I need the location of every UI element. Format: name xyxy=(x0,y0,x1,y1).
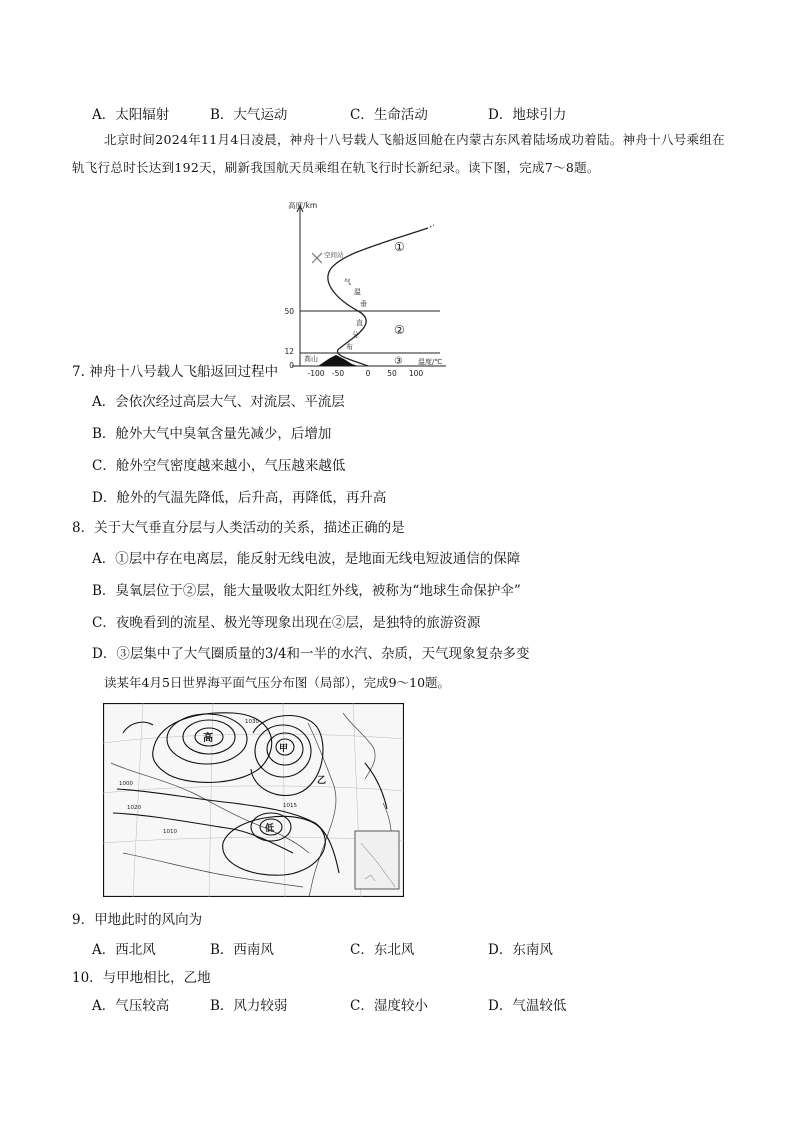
y-tick-12: 12 xyxy=(284,347,294,356)
pressure-map-figure xyxy=(103,703,404,897)
mountain-label: 高山 xyxy=(304,355,318,363)
isobar-label-1000: 1000 xyxy=(119,781,133,787)
q10-option-c: C．湿度较小 xyxy=(350,998,428,1014)
q8-option-b: B．臭氧层位于②层，能大量吸收太阳红外线，被称为“地球生命保护伞” xyxy=(92,583,521,599)
q6-option-d: D．地球引力 xyxy=(488,107,567,123)
q9-stem: 9．甲地此时的风向为 xyxy=(72,912,203,928)
x-tick-100: 100 xyxy=(408,369,424,376)
x-tick--50: -50 xyxy=(331,369,345,376)
q10-option-a: A．气压较高 xyxy=(92,998,170,1014)
q7-option-c: C．舱外空气密度越来越小，气压越来越低 xyxy=(92,458,346,474)
space-station-icon xyxy=(312,253,322,263)
q8-option-a: A．①层中存在电离层，能反射无线电波，是地面无线电短波通信的保障 xyxy=(92,551,521,567)
intro-paragraph-7-8: 北京时间2024年11月4日凌晨，神舟十八号载人飞船返回舱在内蒙古东风着陆场成功着陆。神舟十八号乘组在轨飞行总时长达到192天，刷新我国航天员乘组在轨飞行时长新纪录。读下图，完成7～8题。 xyxy=(72,132,725,175)
y-axis-label: 高度/km xyxy=(288,201,318,210)
q9-option-c: C．东北风 xyxy=(350,942,415,958)
q7-option-b: B．舱外大气中臭氧含量先减少，后增加 xyxy=(92,426,332,442)
layer-label-3: ③ xyxy=(394,356,403,367)
y-tick-0: 0 xyxy=(289,361,294,370)
curve-label-2: 温 xyxy=(354,288,361,296)
curve-label-4: 直 xyxy=(356,319,363,327)
y-tick-50: 50 xyxy=(284,307,294,316)
q6-option-c: C．生命活动 xyxy=(350,107,428,123)
q9-option-b: B．西南风 xyxy=(210,942,274,958)
q8-stem: 8．关于大气垂直分层与人类活动的关系，描述正确的是 xyxy=(72,520,405,536)
isobar-label-1020: 1020 xyxy=(127,805,141,811)
q6-option-a: A．太阳辐射 xyxy=(92,107,170,123)
x-tick-50: 50 xyxy=(387,369,397,376)
q7-option-a: A．会依次经过高层大气、对流层、平流层 xyxy=(92,394,345,410)
curve-label-3: 垂 xyxy=(360,300,367,308)
q7-stem: 7. 神舟十八号载人飞船返回过程中 xyxy=(72,364,279,380)
space-station-label: 空间站 xyxy=(324,251,344,259)
location-jia-label: 甲 xyxy=(279,744,289,754)
x-axis-label: 温度/℃ xyxy=(418,358,443,366)
q6-option-b: B．大气运动 xyxy=(210,107,288,123)
q9-option-d: D．东南风 xyxy=(488,942,553,958)
location-yi-label: 乙 xyxy=(317,776,327,786)
layer-label-2: ② xyxy=(394,323,405,337)
curve-label-6: 布 xyxy=(346,343,353,351)
q9-option-a: A．西北风 xyxy=(92,942,156,958)
layer-label-1: ① xyxy=(394,240,405,254)
q10-stem: 10．与甲地相比，乙地 xyxy=(72,970,211,986)
low-pressure-label: 低 xyxy=(265,824,275,834)
q10-option-b: B．风力较弱 xyxy=(210,998,288,1014)
intro-paragraph-9-10: 读某年4月5日世界海平面气压分布图（局部），完成9～10题。 xyxy=(104,675,451,690)
q8-option-c: C．夜晚看到的流星、极光等现象出现在②层，是独特的旅游资源 xyxy=(92,615,481,631)
atmosphere-layers-figure xyxy=(260,198,450,376)
curve-label-5: 分 xyxy=(352,331,359,339)
x-tick--100: -100 xyxy=(307,369,325,376)
high-pressure-label: 高 xyxy=(203,733,213,744)
curve-label-1: 气 xyxy=(344,278,351,286)
isobar-label-1030: 1030 xyxy=(245,719,259,725)
isobar-label-1010: 1010 xyxy=(163,829,177,835)
isobar-label-1015: 1015 xyxy=(283,803,297,809)
q7-option-d: D．舱外的气温先降低，后升高，再降低，再升高 xyxy=(92,490,387,506)
x-tick-0: 0 xyxy=(365,369,371,376)
q8-option-d: D．③层集中了大气圈质量的3/4和一半的水汽、杂质，天气现象复杂多变 xyxy=(92,646,530,662)
q10-option-d: D．气温较低 xyxy=(488,998,567,1014)
